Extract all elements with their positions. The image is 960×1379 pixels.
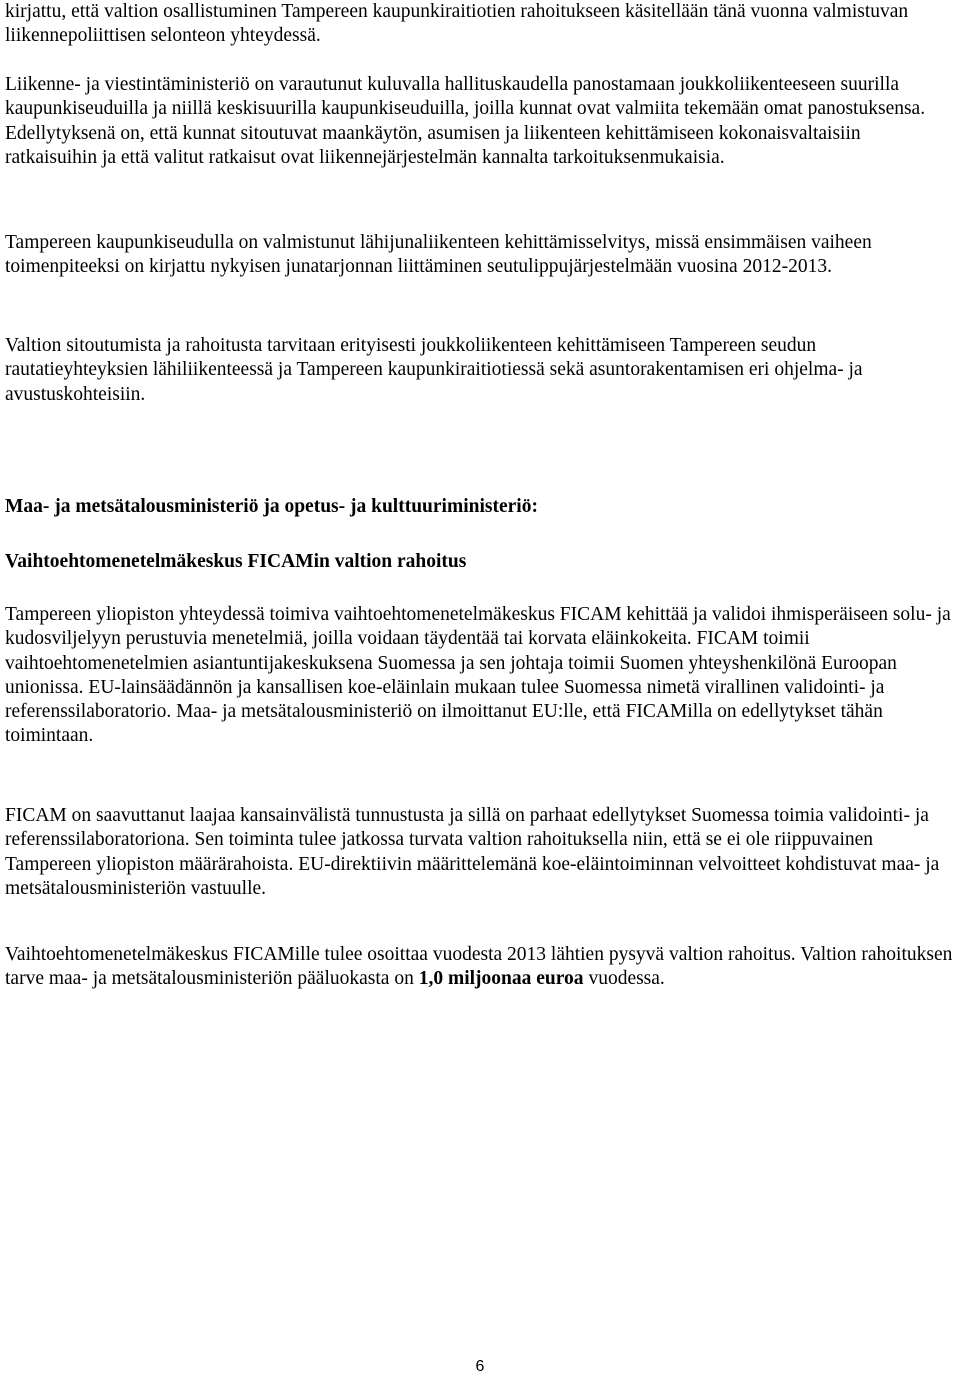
paragraph-ficam-rahoitus (5, 943, 955, 992)
paragraph-raitiotie-rahoitus: kirjattu, että valtion osallistuminen Tampereen kaupunkiraitiotien rahoitukseen käsitellään tänä vuonna valmistuvan liikennepoliittisen selonteon yhteydessä. (5, 1, 909, 47)
section-subheading-ficam: Vaihtoehtomenetelmäkeskus FICAMin valtion rahoitus (5, 551, 467, 572)
page-number: 6 (475, 1358, 485, 1375)
section-heading-ministries: Maa- ja metsätalousministeriö ja opetus- ja kulttuuriministeriö: (5, 496, 538, 517)
paragraph-ficam-rahoitus-end: vuodessa. (583, 968, 665, 990)
paragraph-lvm-panostus: Liikenne- ja viestintäministeriö on varautunut kuluvalla hallituskaudella panostamaan joukkoliikenteeseen suurilla kaupunkiseuduilla ja niillä keskisuurilla kaupunkiseuduilla, joilla kunnat ovat valmiita tekemään omat panostuksensa. Edellytyksenä on, että kunnat sitoutuvat maankäytön, asumisen ja liikenteen kehittämiseen kokonaisvaltaisiin ratkaisuihin ja että valitut ratkaisut ovat liikennejärjestelmän kannalta tarkoituksenmukaisia. (5, 74, 926, 168)
paragraph-lahijunaliikenne: Tampereen kaupunkiseudulla on valmistunut lähijunaliikenteen kehittämisselvitys, missä ensimmäisen vaiheen toimenpiteeksi on kirjattu nykyisen junatarjonnan liittäminen seutulippujärjestelmään vuosina 2012-2013. (5, 232, 872, 278)
paragraph-valtion-sitoutuminen: Valtion sitoutumista ja rahoitusta tarvitaan erityisesti joukkoliikenteen kehittämiseen Tampereen seudun rautatieyhteyksien lähiliikenteessä ja Tampereen kaupunkiraitiotiessä sekä asuntorakentamisen eri ohjelma- ja avustuskohteisiin. (5, 335, 863, 405)
paragraph-ficam-rahoitus-text: Vaihtoehtomenetelmäkeskus FICAMille tulee osoittaa vuodesta 2013 lähtien pysyvä valtion rahoitus. Valtion rahoituksen tarve maa- ja metsätalousministeriön pääluokasta on (5, 944, 953, 990)
paragraph-ficam-tunnustus: FICAM on saavuttanut laajaa kansainvälistä tunnustusta ja sillä on parhaat edellytykset Suomessa toimia validointi- ja referenssilaboratoriona. Sen toiminta tulee jatkossa turvata valtion rahoituksella niin, että se ei ole riippuvainen Tampereen yliopiston määrärahoista. EU-direktiivin määrittelemänä koe-eläintoiminnan velvoitteet kohdistuvat maa- ja metsätalousministeriön vastuulle. (5, 805, 940, 899)
funding-amount: 1,0 miljoonaa euroa (418, 968, 584, 990)
paragraph-ficam-intro: Tampereen yliopiston yhteydessä toimiva vaihtoehtomenetelmäkeskus FICAM kehittää ja validoi ihmisperäiseen solu- ja kudosviljelyyn perustuvia menetelmiä, joilla voidaan täydentää tai korvata eläinkokeita. FICAM toimii vaihtoehtomenetelmien asiantuntijakeskuksena Suomessa ja sen johtaja toimii Suomen yhteyshenkilönä Euroopan unionissa. EU-lainsäädännön ja kansallisen koe-eläinlain mukaan tulee Suomessa nimetä virallinen validointi- ja referenssilaboratorio. Maa- ja metsätalousministeriö on ilmoittanut EU:lle, että FICAMilla on edellytykset tähän toimintaan. (5, 604, 951, 747)
